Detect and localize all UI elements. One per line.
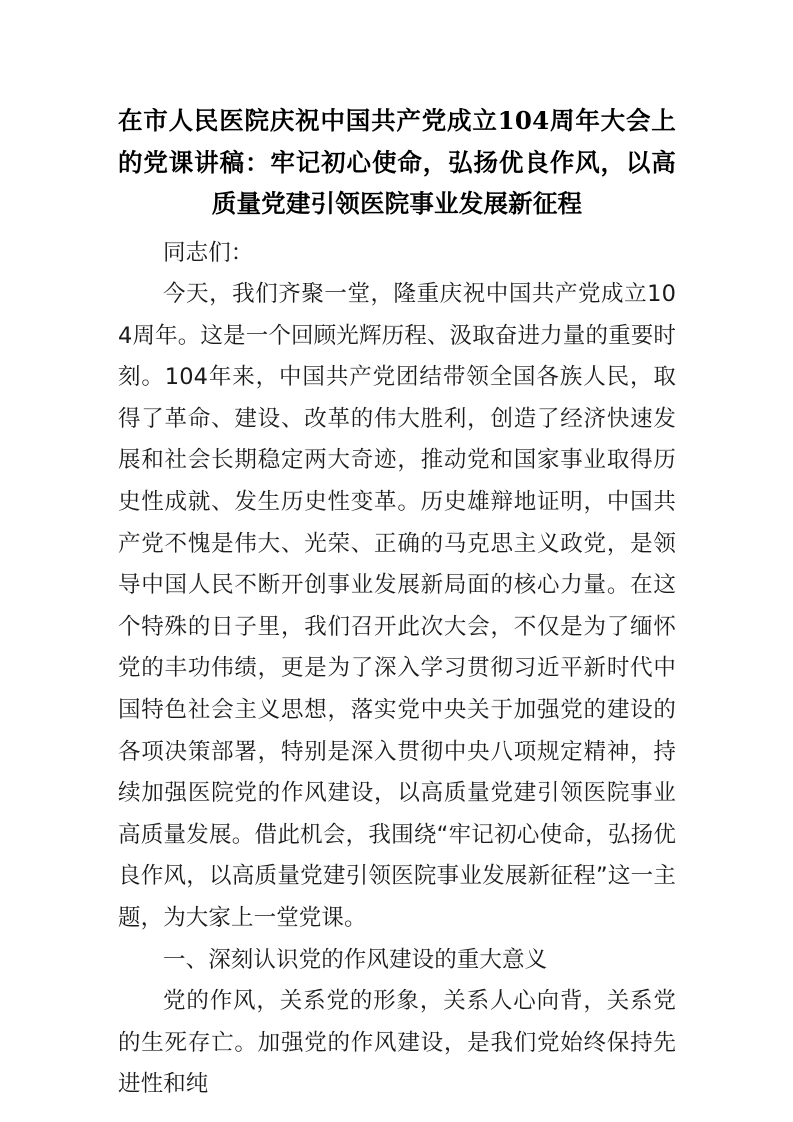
section-one-body: 党的作风，关系党的形象，关系人心向背，关系党的生死存亡。加强党的作风建设，是我们党始终保持先进性和纯 (118, 988, 676, 1098)
section-heading-one: 一、深刻认识党的作风建设的重大意义 (163, 946, 548, 973)
page-title: 在市人民医院庆祝中国共产党成立104周年大会上的党课讲稿：牢记初心使命，弘扬优良作风，以高质量党建引领医院事业发展新征程 (118, 106, 676, 218)
salutation: 同志们： (163, 239, 254, 266)
paragraph-opening: 今天，我们齐聚一堂，隆重庆祝中国共产党成立104周年。这是一个回顾光辉历程、汲取奋进力量的重要时刻。104年来，中国共产党团结带领全国各族人民，取得了革命、建设、改革的伟大胜利，创造了经济快速发展和社会长期稳定两大奇迹，推动党和国家事业取得历史性成就、发生历史性变革。历史雄辩地证明，中国共产党不愧是伟大、光荣、正确的马克思主义政党，是领导中国人民不断开创事业发展新局面的核心力量。在这个特殊的日子里，我们召开此次大会，不仅是为了缅怀党的丰功伟绩，更是为了深入学习贯彻习近平新时代中国特色社会主义思想，落实党中央关于加强党的建设的各项决策部署，特别是深入贯彻中央八项规定精神，持续加强医院党的作风建设，以高质量党建引领医院事业高质量发展。借此机会，我围绕“牢记初心使命，弘扬优良作风，以高质量党建引领医院事业发展新征程”这一主题，为大家上一堂党课。 (118, 281, 676, 931)
